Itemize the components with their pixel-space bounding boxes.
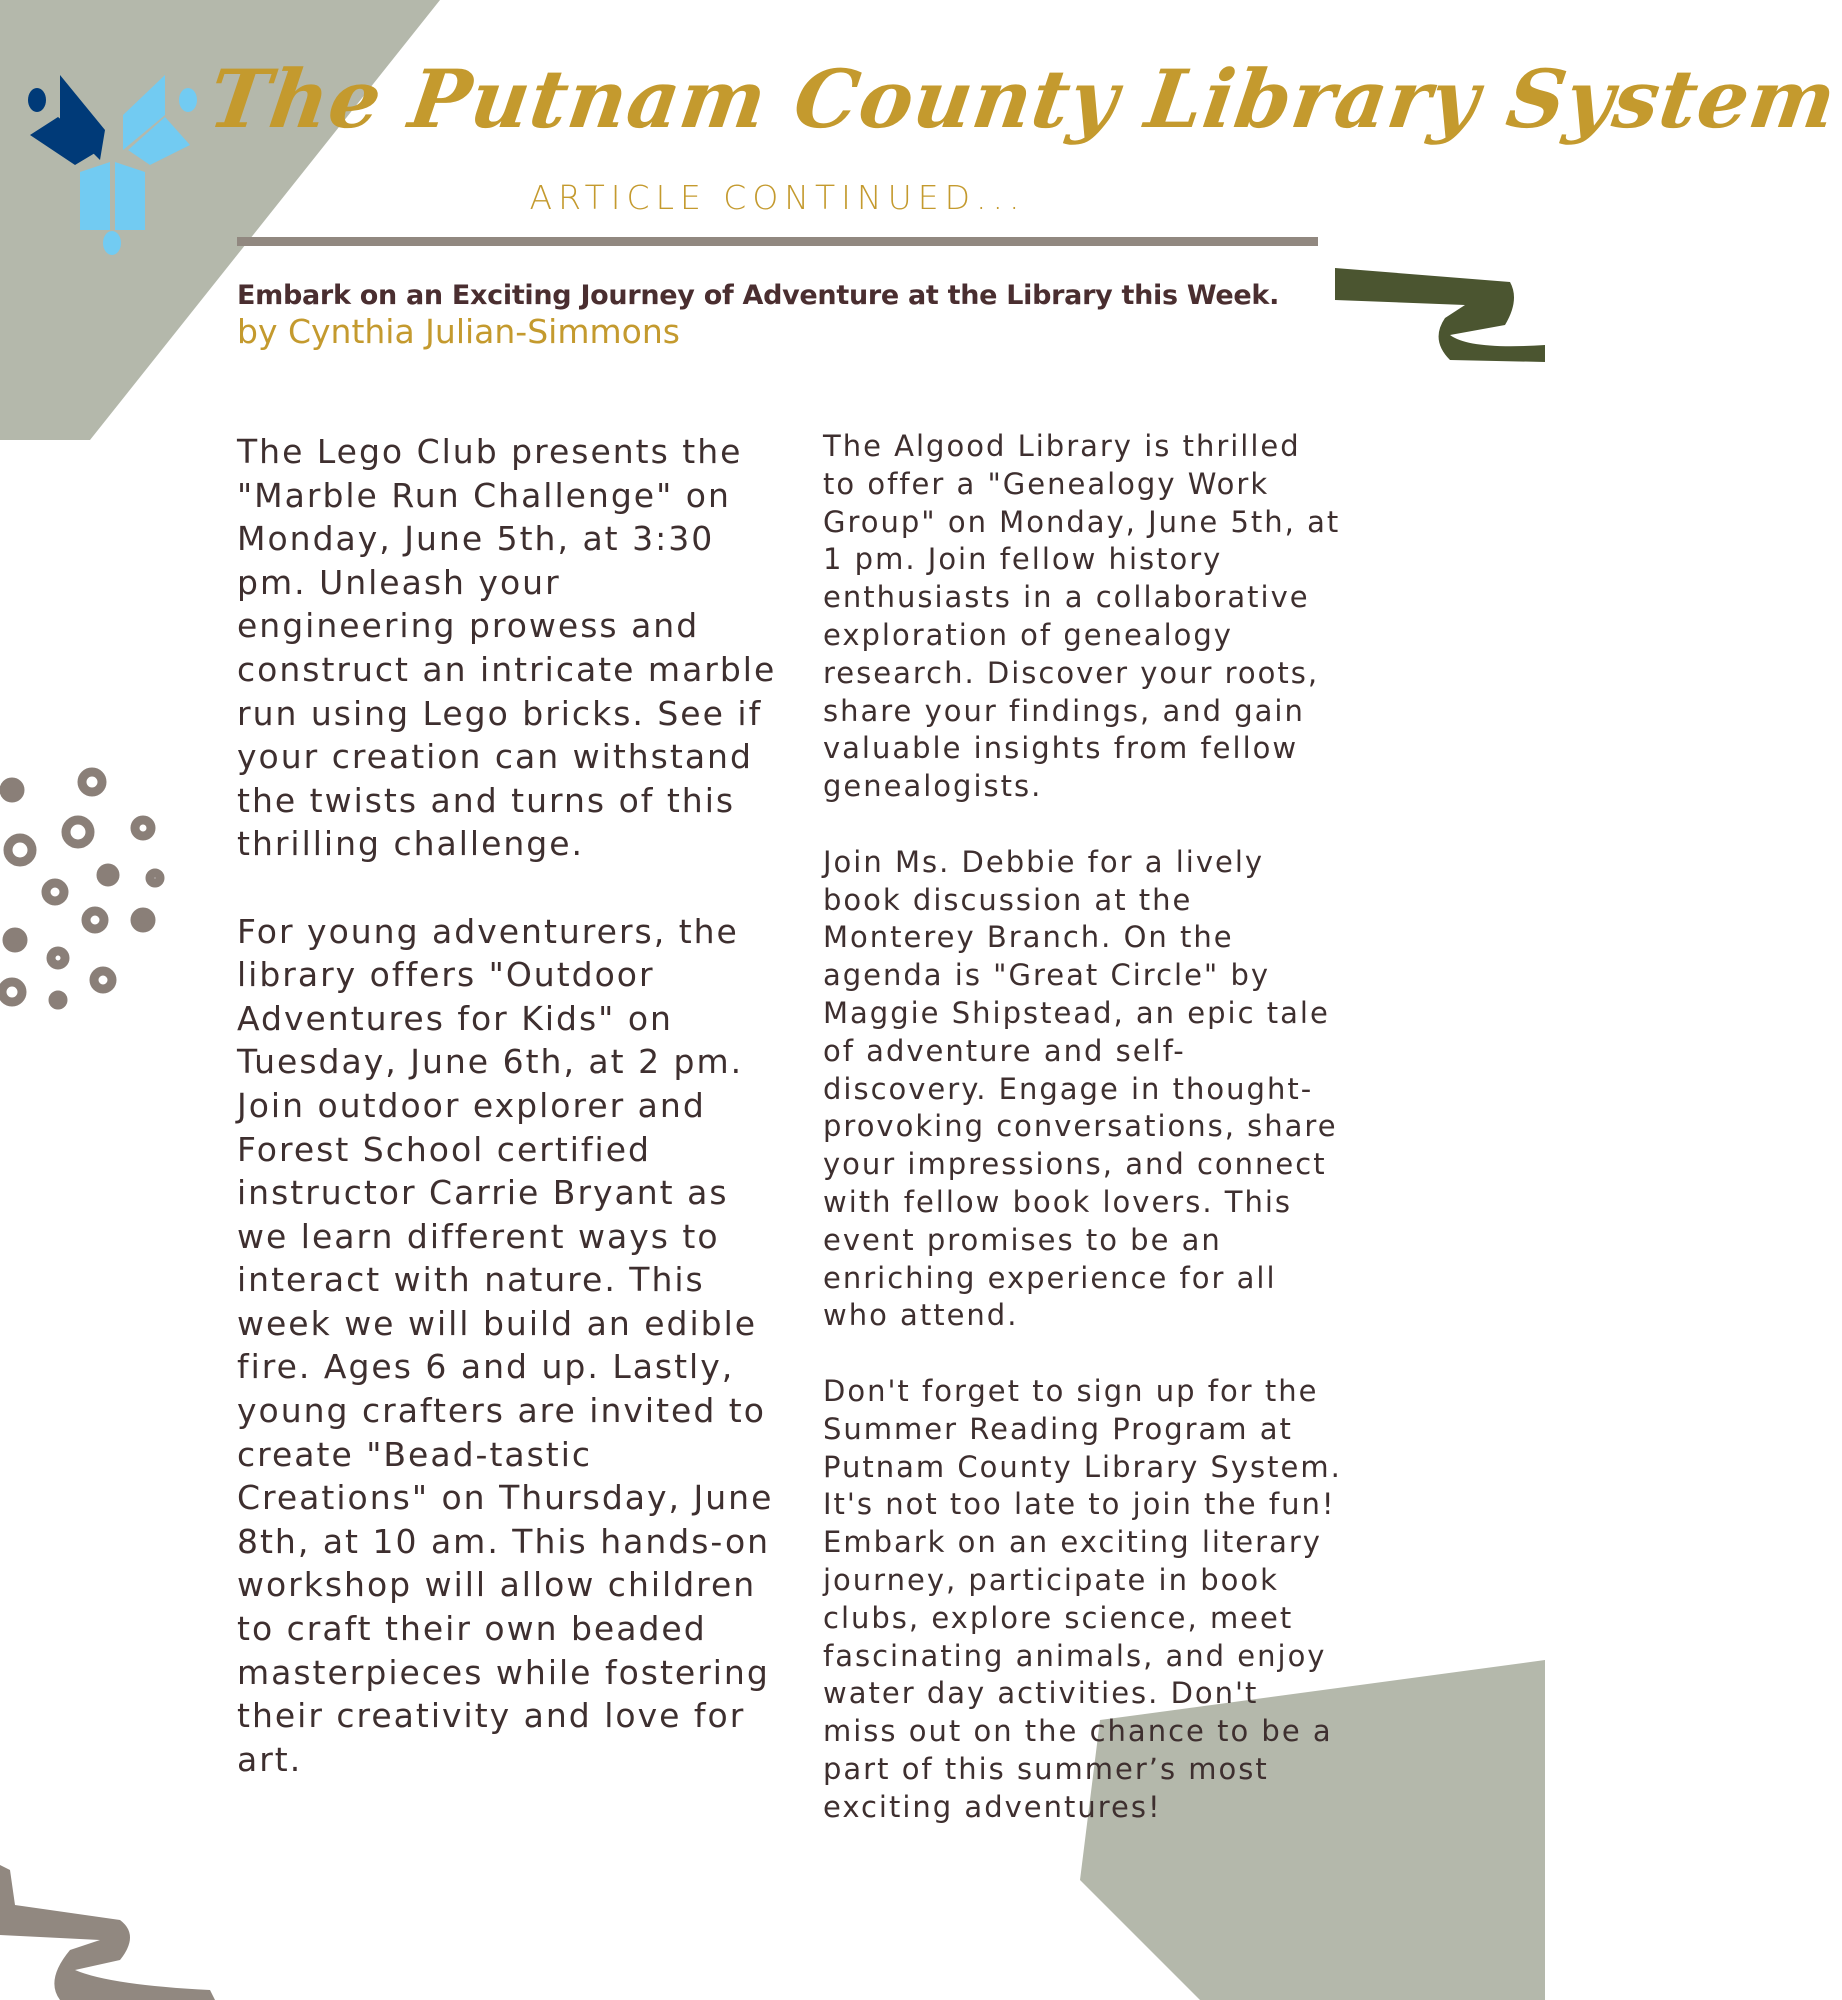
paragraph: For young adventurers, the library offers "Outdoor Adventures for Kids" on Tuesday, June 6th, at 2 pm. Join outdoor explorer and Forest School certified instructor Carrie Bryant as we learn different ways to interact with nature. This week we will build an edible fire. Ages 6 and up. Lastly, young crafters are invited to create "Bead-tastic Creations" on Thursday, June 8th, at 10 am. This hands-on workshop will allow children to craft their own beaded masterpieces while fostering their creativity and love for art. [237,911,774,1779]
right-column [823,428,1343,1826]
paragraph: The Algood Library is thrilled to offer a "Genealogy Work Group" on Monday, June 5th, at 1 pm. Join fellow history enthusiasts in a collaborative exploration of genealogy research. Discover your roots, share your findings, and gain valuable insights from fellow genealogists. [823,429,1341,804]
section-subtitle: ARTICLE CONTINUED... [529,178,1026,217]
paragraph: Join Ms. Debbie for a lively book discussion at the Monterey Branch. On the agenda is "Great Circle" by Maggie Shipstead, an epic tale of adventure and self-discovery. Engage in thought-provoking conversations, share your impressions, and connect with fellow book lovers. This event promises to be an enriching experience for all who attend. [823,844,1338,1333]
article-byline: by Cynthia Julian-Simmons [237,312,680,351]
olive-brush-stroke [1335,268,1545,362]
article-headline: Embark on an Exciting Journey of Adventure at the Library this Week. [237,280,1280,311]
dots-pattern [2,772,160,1005]
paragraph: Don't forget to sign up for the Summer Reading Program at Putnam County Library System. It's not too late to join the fun! Embark on an exciting literary journey, participate in book clubs, explore science, meet fascinating animals, and enjoy water day activities. Don't miss out on the chance to be a part of this summer’s most exciting adventures! [823,1373,1342,1824]
divider [237,237,1318,246]
left-column [237,430,777,1781]
newsletter-title: The Putnam County Library System [203,52,1842,146]
brown-brush-stroke [0,1865,215,2000]
paragraph: The Lego Club presents the "Marble Run Challenge" on Monday, June 5th, at 3:30 pm. Unleash your engineering prowess and construct an intricate marble run using Lego bricks. See if your creation can withstand the twists and turns of this thrilling challenge. [237,432,777,864]
